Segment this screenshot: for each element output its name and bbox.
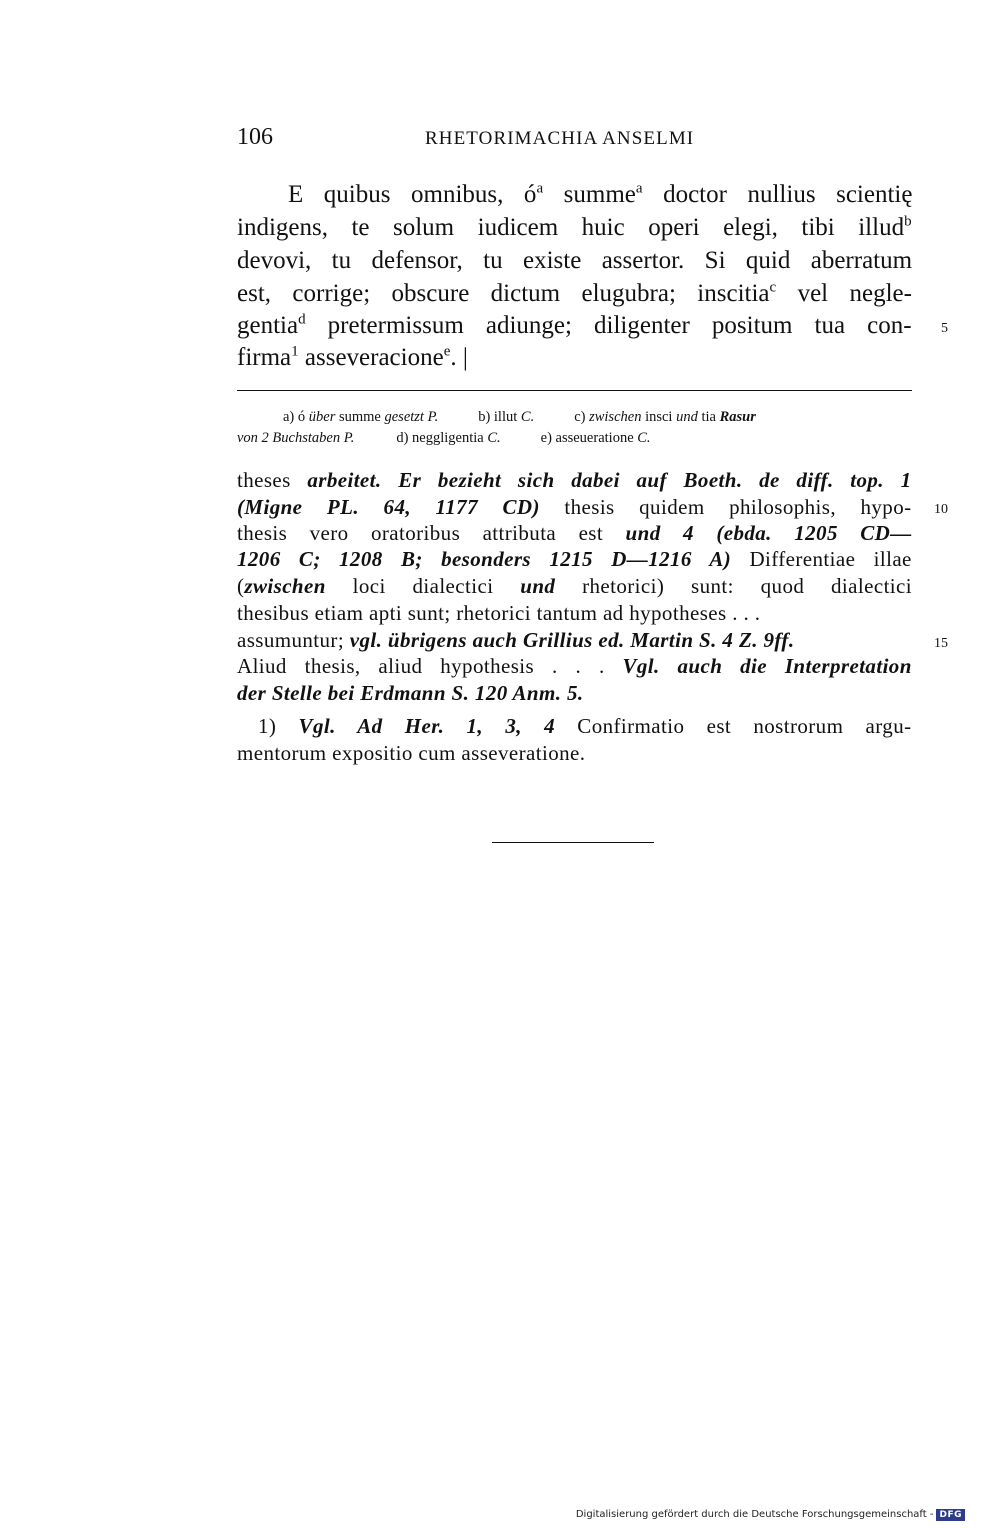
footnote-marker: 1 bbox=[291, 343, 299, 360]
text: über bbox=[308, 409, 336, 425]
text: der Stelle bei Erdmann S. 120 Anm. 5. bbox=[237, 681, 584, 705]
text: Vgl. Ad Her. 1, 3, 4 bbox=[298, 714, 556, 738]
text: . | bbox=[450, 344, 468, 371]
apparatus-marker: a bbox=[536, 180, 544, 197]
commentary-line bbox=[237, 654, 912, 679]
text: zwischen bbox=[589, 409, 642, 425]
text: und 4 (ebda. 1205 CD— bbox=[625, 521, 912, 545]
line-number: 15 bbox=[934, 636, 948, 651]
text: Rasur bbox=[719, 409, 756, 425]
commentary-line bbox=[237, 521, 912, 546]
credit-text: Digitalisierung gefördert durch die Deutsche Forschungsgemeinschaft - bbox=[575, 1509, 934, 1520]
end-rule bbox=[492, 842, 654, 843]
text: und bbox=[520, 574, 556, 598]
text: von 2 Buchstaben P. bbox=[237, 430, 355, 446]
apparatus-marker: c bbox=[769, 279, 777, 296]
text: ( bbox=[237, 574, 245, 598]
text: 1206 C; 1208 B; besonders 1215 D—1216 A) bbox=[237, 547, 732, 571]
digitization-credit bbox=[576, 1509, 965, 1521]
apparatus-line bbox=[237, 430, 651, 447]
text: c) bbox=[574, 409, 590, 425]
text: Confirmatio est nostrorum argu- bbox=[555, 714, 912, 738]
commentary-line bbox=[237, 628, 794, 653]
text: vgl. übrigens auch Grillius ed. Martin S. 4 Z. 9ff. bbox=[349, 628, 795, 652]
text: gesetzt P. bbox=[384, 409, 439, 425]
apparatus-marker: b bbox=[904, 213, 912, 230]
page-number: 106 bbox=[237, 124, 273, 150]
text: b) illut bbox=[478, 409, 521, 425]
text: E quibus omnibus, ó bbox=[288, 181, 537, 208]
footnote-line bbox=[258, 714, 911, 739]
text: est, corrige; obscure dictum elugubra; inscitia bbox=[237, 280, 770, 307]
text: theses bbox=[237, 468, 308, 492]
text: (Migne PL. 64, 1177 CD) bbox=[237, 495, 540, 519]
text: e) asseueratione bbox=[540, 430, 638, 446]
main-line bbox=[288, 181, 912, 209]
line-number: 5 bbox=[941, 321, 948, 336]
apparatus-marker: d bbox=[298, 311, 306, 328]
text-separator-rule bbox=[237, 390, 912, 391]
text: pretermissum adiunge; diligenter positum tua con- bbox=[305, 312, 912, 339]
text: vel negle- bbox=[776, 280, 912, 307]
text: arbeitet. Er bezieht sich dabei auf Boeth. de diff. top. 1 bbox=[307, 468, 912, 492]
main-line: devovi, tu defensor, tu existe assertor. Si quid aberratum bbox=[237, 247, 913, 274]
text: summe bbox=[335, 409, 385, 425]
text: loci dialectici bbox=[325, 574, 521, 598]
text: tia bbox=[697, 409, 720, 425]
text: 1) bbox=[258, 714, 299, 738]
apparatus-marker: a bbox=[635, 180, 643, 197]
text: assumuntur; bbox=[237, 628, 350, 652]
text: thesis quidem philosophis, hypo- bbox=[539, 495, 912, 519]
commentary-line: thesibus etiam apti sunt; rhetorici tantum ad hypotheses . . . bbox=[237, 601, 761, 625]
text: C. bbox=[520, 409, 535, 425]
text: firma bbox=[237, 344, 292, 371]
text: und bbox=[676, 409, 698, 425]
text: C. bbox=[637, 430, 651, 446]
text: doctor nullius scientię bbox=[642, 181, 913, 208]
dfg-logo: DFG bbox=[936, 1509, 965, 1521]
text: rhetorici) sunt: quod dialectici bbox=[555, 574, 912, 598]
commentary-line bbox=[237, 574, 912, 599]
text: insci bbox=[641, 409, 677, 425]
main-line bbox=[237, 280, 912, 308]
text: indigens, te solum iudicem huic operi elegi, tibi illud bbox=[237, 214, 905, 241]
text: summe bbox=[543, 181, 636, 208]
line-number: 10 bbox=[934, 502, 948, 517]
main-line bbox=[237, 312, 912, 340]
running-title: RHETORIMACHIA ANSELMI bbox=[425, 128, 695, 149]
text: d) neggligentia bbox=[396, 430, 488, 446]
footnote-line: mentorum expositio cum asseveratione. bbox=[237, 741, 586, 765]
text: C. bbox=[487, 430, 501, 446]
main-line bbox=[237, 214, 912, 242]
commentary-line bbox=[237, 495, 912, 520]
commentary-line bbox=[237, 681, 584, 706]
text: Aliud thesis, aliud hypothesis . . . bbox=[237, 654, 623, 678]
apparatus-line bbox=[283, 409, 756, 426]
text: asseveracione bbox=[298, 344, 444, 371]
text: a) ó bbox=[283, 409, 309, 425]
main-line bbox=[237, 344, 468, 372]
text: zwischen bbox=[244, 574, 326, 598]
text: Differentiae illae bbox=[731, 547, 912, 571]
commentary-line bbox=[237, 547, 912, 572]
apparatus-marker: e bbox=[443, 343, 451, 360]
text: thesis vero oratoribus attributa est bbox=[237, 521, 626, 545]
text: Vgl. auch die Interpretation bbox=[622, 654, 912, 678]
text: gentia bbox=[237, 312, 299, 339]
commentary-line bbox=[237, 468, 912, 493]
